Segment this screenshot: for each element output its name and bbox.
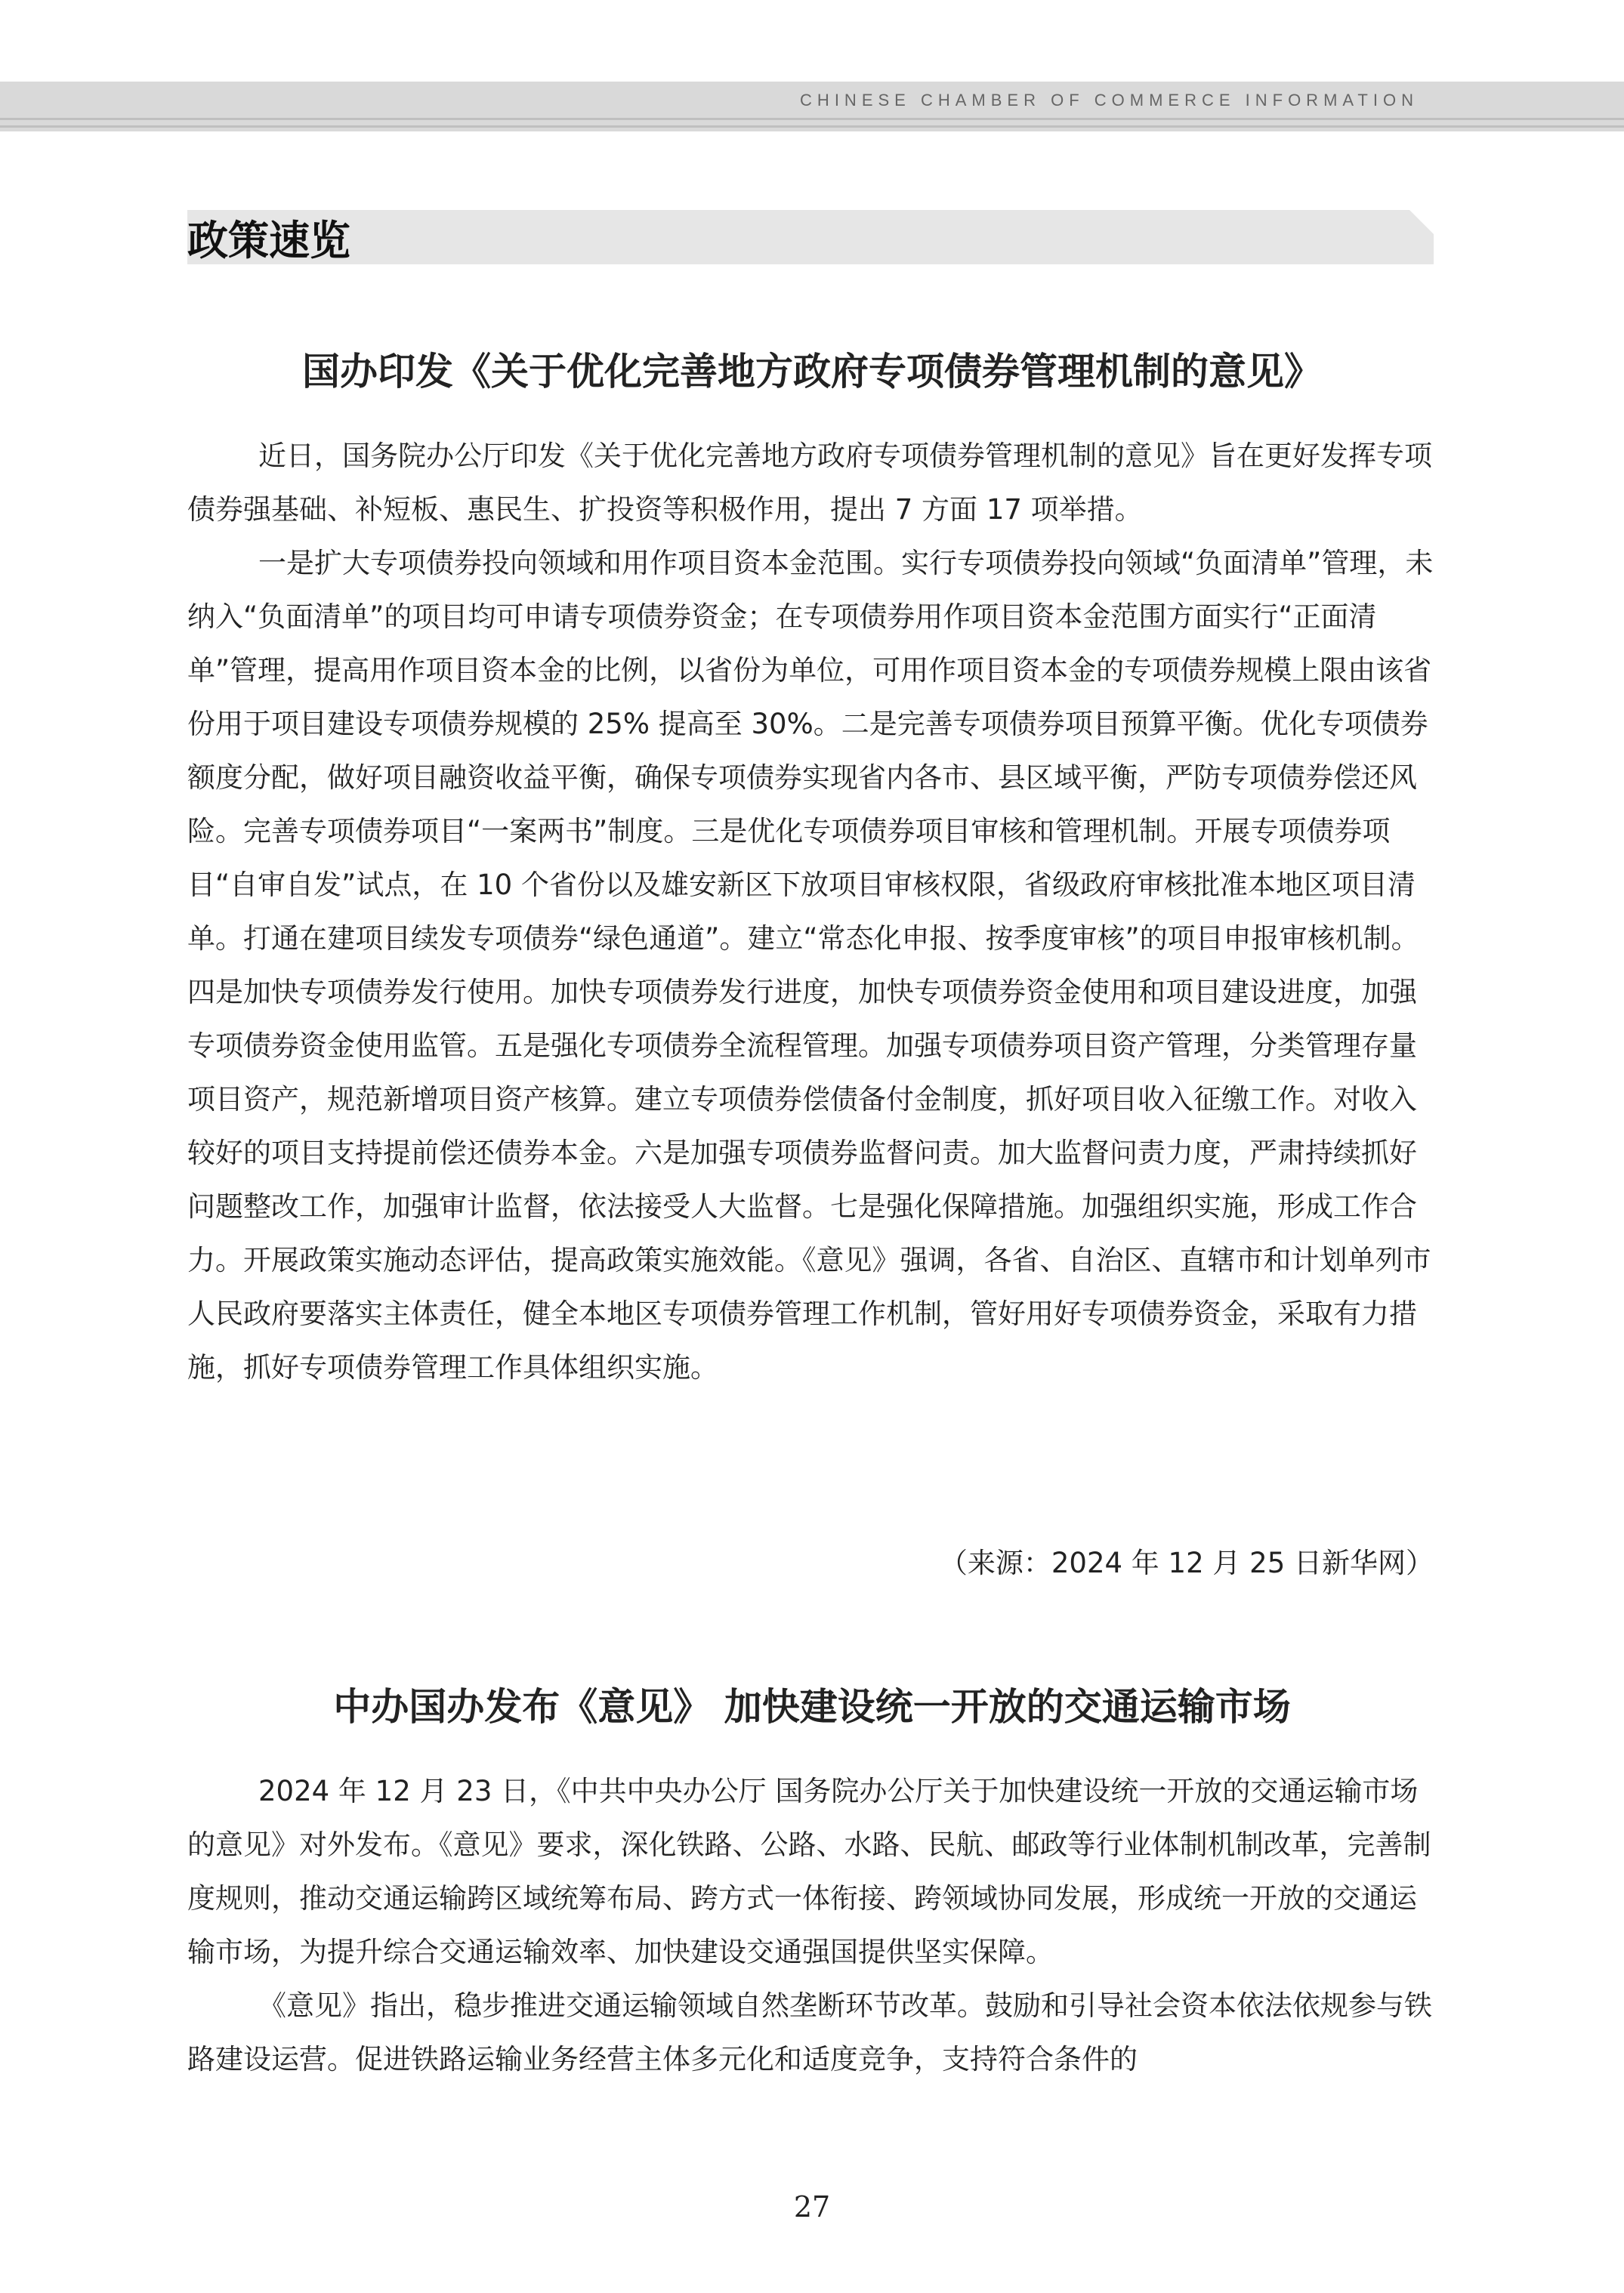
article-paragraph bbox=[187, 1979, 1434, 2086]
section-title: 政策速览 bbox=[187, 216, 350, 264]
paragraph-text: 一是扩大专项债券投向领域和用作项目资本金范围。实行专项债券投向领域“负面清单”管理，未纳入“负面清单”的项目均可申请专项债券资金；在专项债券用作项目资本金范围方面实行“正面清单”管理，提高用作项目资本金的比例，以省份为单位，可用作项目资本金的专项债券规模上限由该省份用于项目建设专项债券规模的 25% 提高至 30%。二是完善专项债券项目预算平衡。优化专项债券额度分配，做好项目融资收益平衡，确保专项债券实现省内各市、县区域平衡，严防专项债券偿还风险。完善专项债券项目“一案两书”制度。三是优化专项债券项目审核和管理机制。开展专项债券项目“自审自发”试点，在 10 个省份以及雄安新区下放项目审核权限，省级政府审核批准本地区项目清单。打通在建项目续发专项债券“绿色通道”。建立“常态化申报、按季度审核”的项目申报审核机制。四是加快专项债券发行使用。加快专项债券发行进度，加快专项债券资金使用和项目建设进度，加强专项债券资金使用监管。五是强化专项债券全流程管理。加强专项债券项目资产管理，分类管理存量项目资产，规范新增项目资产核算。建立专项债券偿债备付金制度，抓好项目收入征缴工作。对收入较好的项目支持提前偿还债券本金。六是加强专项债券监督问责。加大监督问责力度，严肃持续抓好问题整改工作，加强审计监督，依法接受人大监督。七是强化保障措施。加强组织实施，形成工作合力。开展政策实施动态评估，提高政策实施效能。《意见》强调，各省、自治区、直辖市和计划单列市人民政府要落实主体责任，健全本地区专项债券管理工作机制，管好用好专项债券资金，采取有力措施，抓好专项债券管理工作具体组织实施。 bbox=[187, 547, 1434, 1384]
paragraph-text: 近日，国务院办公厅印发《关于优化完善地方政府专项债券管理机制的意见》旨在更好发挥专项债券强基础、补短板、惠民生、扩投资等积极作用，提出 7 方面 17 项举措。 bbox=[187, 440, 1432, 526]
paragraph-text: 2024 年 12 月 23 日，《中共中央办公厅 国务院办公厅关于加快建设统一开放的交通运输市场的意见》对外发布。《意见》要求，深化铁路、公路、水路、民航、邮政等行业体制机制改革，完善制度规则，推动交通运输跨区域统筹布局、跨方式一体衔接、跨领域协同发展，形成统一开放的交通运输市场，为提升综合交通运输效率、加快建设交通强国提供坚实保障。 bbox=[187, 1775, 1431, 1968]
source-citation: （来源：2024 年 12 月 25 日新华网） bbox=[939, 1547, 1434, 1579]
article-title: 国办印发《关于优化完善地方政府专项债券管理机制的意见》 bbox=[302, 350, 1322, 393]
header-rule bbox=[0, 125, 1624, 128]
publication-name: CHINESE CHAMBER OF COMMERCE INFORMATION bbox=[800, 91, 1419, 110]
header-rule bbox=[0, 118, 1624, 120]
page-number: 27 bbox=[793, 2190, 831, 2224]
section-banner bbox=[187, 210, 1434, 264]
article-paragraph bbox=[187, 1764, 1434, 1979]
article-paragraph bbox=[187, 429, 1434, 536]
paragraph-text: 《意见》指出，稳步推进交通运输领域自然垄断环节改革。鼓励和引导社会资本依法依规参与铁路建设运营。促进铁路运输业务经营主体多元化和适度竞争，支持符合条件的 bbox=[187, 1989, 1432, 2075]
article-title: 中办国办发布《意见》 加快建设统一开放的交通运输市场 bbox=[333, 1685, 1291, 1729]
article-paragraph bbox=[187, 536, 1434, 1394]
